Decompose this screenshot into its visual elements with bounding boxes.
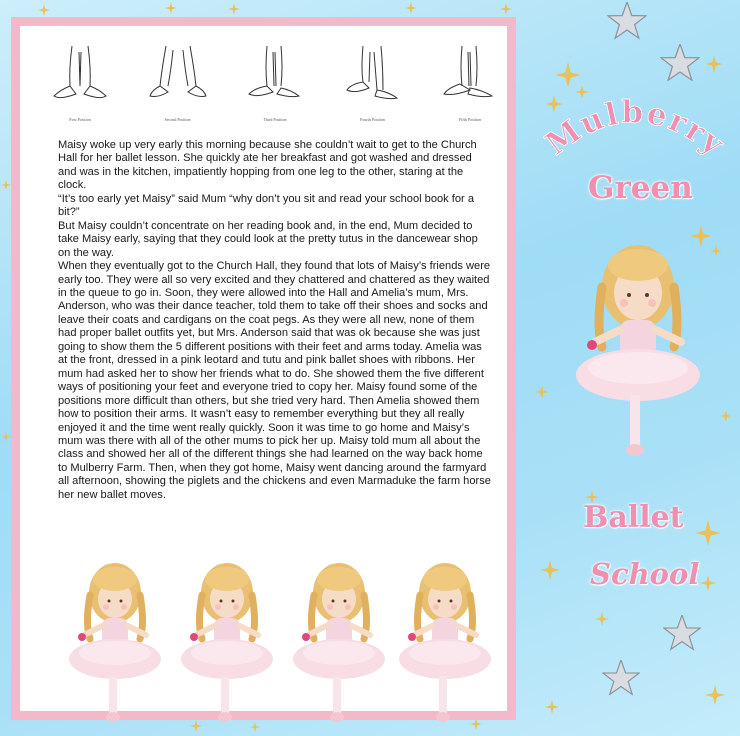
ballerina-doll — [69, 563, 161, 722]
silver-star-icon — [661, 44, 699, 80]
ballerina-doll-large — [560, 225, 710, 470]
title-line-3: Ballet — [583, 500, 684, 535]
position-figure — [40, 44, 120, 124]
silver-star-icon — [664, 615, 700, 649]
story-paragraph: Maisy woke up very early this morning because she couldn’t wait to get to the Church Hall for her ballet lesson. She quickly ate her breakfast and got washed and dressed and was in the kitchen, impatiently hopping from one leg to the other, staring at the clock. — [58, 139, 477, 192]
ballerina-doll-row — [60, 561, 500, 726]
position-label: Fifth Position — [459, 117, 481, 122]
position-label: Second Position — [164, 117, 191, 122]
svg-text:Mulberry — [539, 94, 732, 163]
position-label: Third Position — [263, 117, 287, 122]
position-figure — [138, 44, 218, 124]
position-label: First Position — [69, 117, 91, 122]
story-text — [58, 139, 493, 502]
ballet-positions-diagram — [40, 44, 510, 124]
position-label: Fourth Position — [360, 117, 385, 122]
position-figure — [430, 44, 510, 124]
story-paragraph: “It’s too early yet Maisy” said Mum “why don’t you sit and read your school book for a bit?” — [58, 192, 474, 219]
silver-star-icon — [603, 660, 639, 694]
story-page — [11, 17, 516, 720]
ballerina-doll — [399, 563, 491, 722]
title-arc — [528, 80, 740, 180]
story-paragraph: But Maisy couldn’t concentrate on her reading book and, in the end, Mum decided to take Maisy early, saying that they could look at the pretty tutus in the dancewear shop on the way. — [58, 219, 478, 259]
story-paragraph: When they eventually got to the Church Hall, they found that lots of Maisy’s friends were early too. They were all so very excited and they chattered and chattered as they waited in the queue to go in. Soon, they were allowed into the Hall and Amelia’s mum, Mrs. Anderson, who was their dance teacher, told them to take off their shoes and socks and leave their coats and cardigans on the coat pegs. As they were all new, none of them had proper ballet outfits yet, but Mrs. Anderson said that was ok because she was just going to show them the 5 different positions with their feet and arms today. Amelia was at the front, dressed in a pink leotard and tutu and pink ballet shoes with ribbons. Her mum had asked her to show her friends what to do. She showed them the five different ways of positioning your feet and everyone tried to copy her. Maisy found some of the positions more difficult than others, but she tried very hard. Then Amelia showed them how to position their arms. It wasn’t easy to remember everything but they all really enjoyed it and the time went really quickly. Soon it was time to go home and Maisy’s mum was there with all of the other mums to pick her up. Maisy told mum all about the class and showed her all of the different things she had learned on the way back home to Mulberry Farm. Then, when they got home, Maisy went dancing around the farmyard all afternoon, showing the piglets and the chickens and even Marmaduke the farm horse her new ballet moves. — [58, 260, 491, 501]
ballerina-doll — [181, 563, 273, 722]
position-figure — [333, 44, 413, 124]
ballerina-doll — [293, 563, 385, 722]
title-line-4: School — [590, 557, 700, 591]
position-figure — [235, 44, 315, 124]
title-line-2: Green — [588, 170, 693, 206]
silver-star-icon — [608, 2, 646, 38]
title-line-1: Mulberry — [539, 94, 732, 164]
